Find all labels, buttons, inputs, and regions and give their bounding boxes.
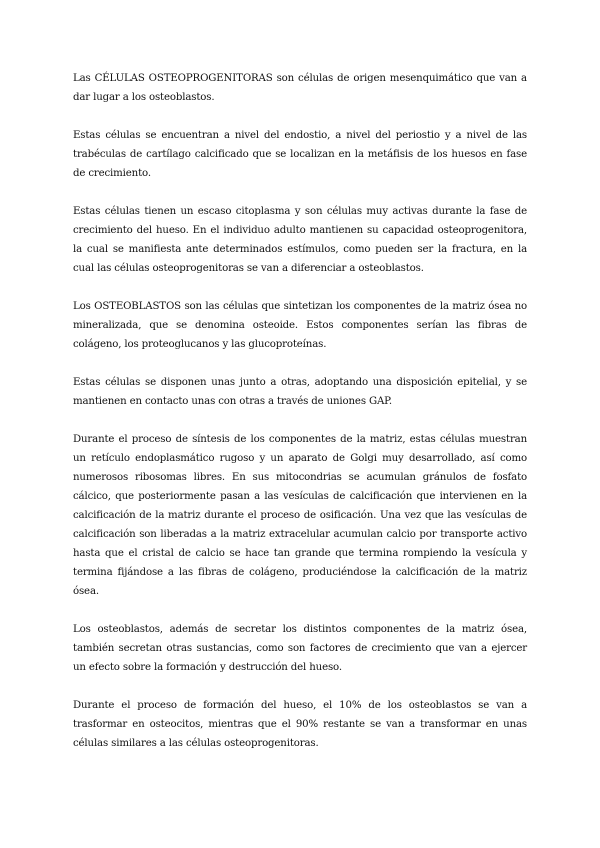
term-celulas-osteoprogenitoras: CÉLULAS OSTEOPROGENITORAS [94, 73, 273, 84]
paragraph-rest: son células de origen mesenquimático que van a dar lugar a los osteoblastos. [73, 73, 527, 103]
paragraph-synthesis-process: Durante el proceso de síntesis de los componentes de la matriz, estas células muestran un retículo endoplasmático rugoso y un aparato de Golgi muy desarrollado, así como numerosos ribosomas libres. En sus mitocondrias se acumulan gránulos de fosfato cálcico, que posteriormente pasan a las vesículas de calcificación que intervienen en la calcificación de la matriz durante el proceso de osificación. Una vez que las vesículas de calcificación son liberadas a la matriz extracelular acumulan calcio por transporte activo hasta que el cristal de calcio se hace tan grande que termina rompiendo la vesícula y termina fijándose a las fibras de colágeno, produciéndose la calcificación de la matriz ósea. [73, 434, 527, 597]
paragraph-osteoprogenitor-intro [73, 69, 527, 107]
paragraph-rest: son las células que sintetizan los componentes de la matriz ósea no mineralizada, que se denomina osteoide. Estos componentes serían las fibras de colágeno, los proteoglucanos y las glucoproteínas. [73, 301, 527, 350]
document-body [73, 69, 527, 772]
paragraph-lead: Los [73, 301, 95, 312]
paragraph-secretion: Los osteoblastos, además de secretar los distintos componentes de la matriz ósea, también secretan otras sustancias, como son factores de crecimiento que van a ejercer un efecto sobre la formación y destrucción del hueso. [73, 624, 527, 673]
paragraph-lead: Las [73, 73, 95, 84]
paragraph-bone-formation: Durante el proceso de formación del hueso, el 10% de los osteoblastos se van a trasformar en osteocitos, mientras que el 90% restante se van a transformar en unas células similares a las células osteoprogenitoras. [73, 700, 527, 749]
term-osteoblastos: OSTEOBLASTOS [94, 301, 181, 312]
paragraph-cytoplasm: Estas células tienen un escaso citoplasma y son células muy activas durante la fase de crecimiento del hueso. En el individuo adulto mantienen su capacidad osteoprogenitora, la cual se manifiesta ante determinados estímulos, como pueden ser la fractura, en la cual las células osteoprogenitoras se van a diferenciar a osteoblastos. [73, 206, 527, 274]
paragraph-location: Estas células se encuentran a nivel del endostio, a nivel del periostio y a nivel de las trabéculas de cartílago calcificado que se localizan en la metáfisis de los huesos en fase de crecimiento. [73, 130, 527, 179]
paragraph-epithelial-arrangement: Estas células se disponen unas junto a otras, adoptando una disposición epitelial, y se mantienen en contacto unas con otras a través de uniones GAP. [73, 377, 527, 407]
paragraph-osteoblast-intro [73, 297, 527, 354]
